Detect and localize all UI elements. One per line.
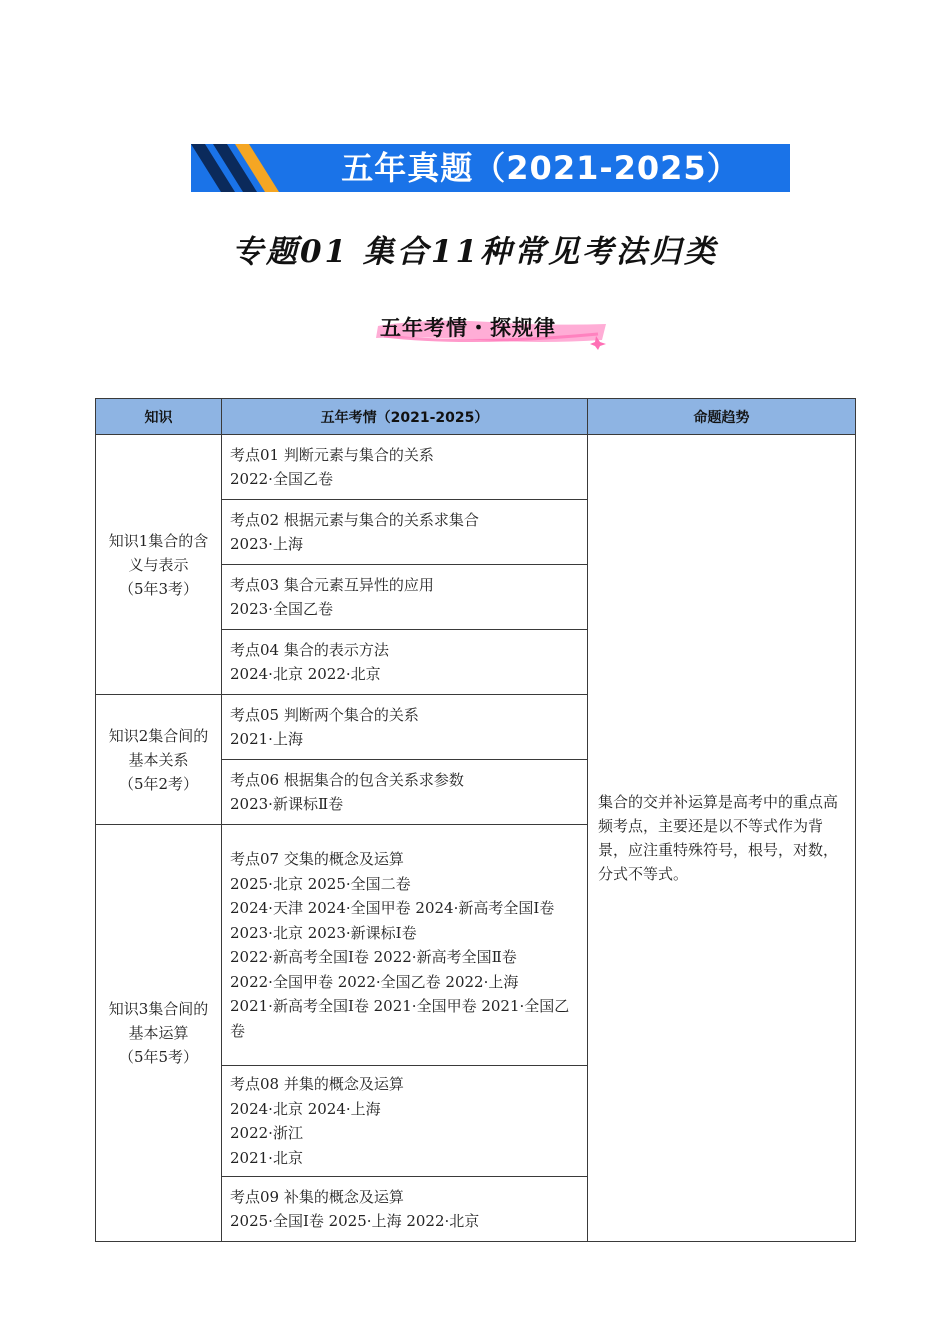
- point-cell: [222, 500, 588, 565]
- point-years: 2021·北京: [230, 1148, 303, 1167]
- knowledge-count: （5年3考）: [118, 579, 199, 598]
- point-title: 考点08 并集的概念及运算: [230, 1075, 404, 1093]
- point-title: 考点04 集合的表示方法: [230, 640, 389, 659]
- exam-summary-table: [95, 398, 856, 1242]
- table-header-row: [96, 399, 856, 435]
- point-years: 2024·北京 2024·上海: [230, 1099, 381, 1118]
- knowledge-name: 知识1集合的含义与表示: [108, 531, 209, 574]
- knowledge-count: （5年2考）: [118, 774, 199, 793]
- point-years: 2025·全国Ⅰ卷 2025·上海 2022·北京: [230, 1212, 480, 1230]
- point-cell: [222, 565, 588, 630]
- header-trend: 命题趋势: [588, 399, 856, 435]
- point-title: 考点09 补集的概念及运算: [230, 1187, 404, 1206]
- point-cell: [222, 435, 588, 500]
- banner-title: 五年真题（2021-2025）: [341, 149, 740, 187]
- knowledge-cell: [96, 825, 222, 1242]
- knowledge-cell: [96, 695, 222, 825]
- section-label: [370, 306, 615, 350]
- point-cell: [222, 1066, 588, 1177]
- point-cell: [222, 695, 588, 760]
- point-years: 2021·新高考全国Ⅰ卷 2021·全国甲卷 2021·全国乙卷: [230, 997, 570, 1040]
- point-years: 2025·北京 2025·全国二卷: [230, 874, 411, 893]
- trend-cell: 集合的交并补运算是高考中的重点高频考点，主要还是以不等式作为背景，应注重特殊符号，根号，对数，分式不等式。: [588, 435, 856, 1242]
- point-years: 2022·新高考全国Ⅰ卷 2022·新高考全国Ⅱ卷: [230, 948, 517, 966]
- point-title: 考点07 交集的概念及运算: [230, 850, 404, 868]
- point-years: 2022·全国乙卷: [230, 470, 333, 488]
- table-row: [96, 435, 856, 500]
- knowledge-name: 知识2集合间的基本关系: [108, 726, 209, 769]
- knowledge-cell: [96, 435, 222, 695]
- point-title: 考点01 判断元素与集合的关系: [230, 445, 434, 464]
- point-cell: [222, 760, 588, 825]
- point-title: 考点06 根据集合的包含关系求参数: [230, 770, 464, 789]
- knowledge-count: （5年5考）: [118, 1048, 199, 1066]
- point-title: 考点05 判断两个集合的关系: [230, 705, 419, 724]
- banner: [191, 144, 790, 192]
- point-years: 2023·新课标Ⅱ卷: [230, 795, 344, 813]
- knowledge-name: 知识3集合间的基本运算: [108, 1000, 209, 1042]
- section-label-text: 五年考情・探规律: [380, 316, 556, 340]
- point-years: 2022·全国甲卷 2022·全国乙卷 2022·上海: [230, 972, 519, 991]
- point-title: 考点03 集合元素互异性的应用: [230, 575, 434, 594]
- header-knowledge: 知识: [96, 399, 222, 435]
- point-years: 2023·北京 2023·新课标Ⅰ卷: [230, 923, 417, 942]
- point-title: 考点02 根据元素与集合的关系求集合: [230, 510, 479, 529]
- header-exam-history: 五年考情（2021-2025）: [222, 399, 588, 435]
- document-title: 专题01 集合11种常见考法归类: [231, 234, 719, 270]
- point-cell: [222, 630, 588, 695]
- point-years: 2022·浙江: [230, 1124, 303, 1142]
- point-years: 2023·全国乙卷: [230, 600, 333, 618]
- point-cell: [222, 825, 588, 1066]
- point-years: 2024·天津 2024·全国甲卷 2024·新高考全国Ⅰ卷: [230, 899, 555, 917]
- point-cell: [222, 1177, 588, 1242]
- point-years: 2023·上海: [230, 535, 303, 553]
- point-years: 2024·北京 2022·北京: [230, 665, 381, 683]
- point-years: 2021·上海: [230, 730, 303, 748]
